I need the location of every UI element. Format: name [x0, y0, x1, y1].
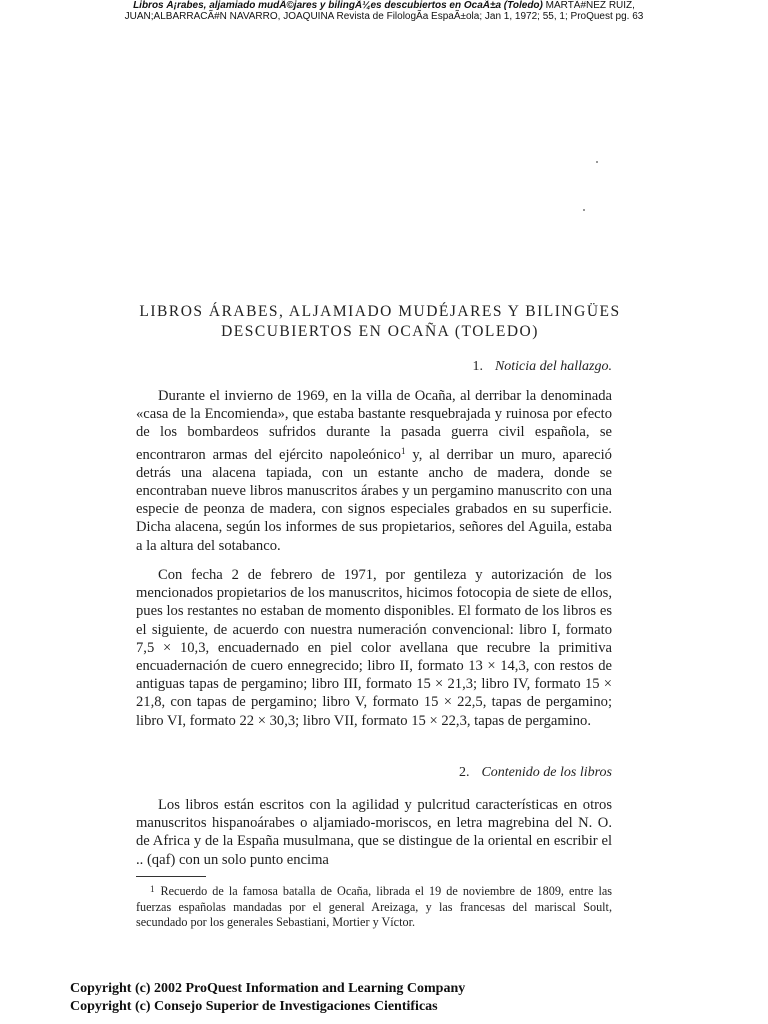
section-number: 1.: [472, 359, 483, 374]
paragraph-2: Con fecha 2 de febrero de 1971, por gentileza y autorización de los mencionados propietarios de los manuscritos, hicimos fotocopia de siete de ellos, pues los restantes no estaban de momento disponibles. El formato de los libros es el siguiente, de acuerdo con nuestra numeración convencional: libro I, formato 7,5 × 10,3, encuadernado en piel color avellana que recubre la primitiva encuadernación de cuero ennegrecido; libro II, formato 13 × 14,3, con restos de antiguas tapas de pergamino; libro III, formato 15 × 21,3; libro IV, formato 15 × 21,8, con tapas de pergamino; libro V, formato 15 × 22,5, tapas de pergamino; libro VI, formato 22 × 30,3; libro VII, formato 15 × 22,3, tapas de pergamino.: [136, 567, 612, 729]
copyright-line-2: Copyright (c) Consejo Superior de Investigaciones Cientificas: [70, 999, 438, 1014]
paragraph-3: Los libros están escritos con la agilidad y pulcritud características en otros manuscritos hispanoárabes o aljamiado-moriscos, en letra magrebina del N. O. de Africa y de la España musulmana, que se distingue de la oriental en escribir el .. (qaf) con un solo punto encima: [136, 797, 612, 868]
paragraph-1: [136, 387, 612, 555]
citation-line-2: JUAN;ALBARRACÃ#N NAVARRO, JOAQUINA Revista de FilologÃa EspaÃ±ola; Jan 1, 1972; 55, 1; ProQuest pg. 63: [124, 11, 644, 22]
section-heading-1: [472, 359, 612, 375]
article-title: [130, 302, 630, 342]
article-title-line-1: LIBROS ÁRABES, ALJAMIADO MUDÉJARES Y BILINGÜES: [139, 303, 621, 320]
scan-speck: [583, 209, 585, 211]
citation-line-1: [40, 0, 728, 11]
footnote-text: Recuerdo de la famosa batalla de Ocaña, librada el 19 de noviembre de 1809, entre las fuerzas españolas mandadas por el general Areizaga, y las francesas del mariscal Soult, secundado por los generales Sebastiani, Mortier y Víctor.: [136, 884, 612, 929]
section-heading-2: [459, 765, 612, 781]
citation-header: [40, 0, 728, 22]
copyright-block: [70, 980, 465, 1016]
paragraph-text: y, al derribar un muro, apareció detrás una alacena tapiada, con un estante ancho de madera, donde se encontraban nueve libros manuscritos árabes y un pergamino manuscrito con una especie de peonza de madera, con signos especiales grabados en su superficie. Dicha alacena, según los informes de sus propietarios, señores del Aguila, estaba a la altura del sotabanco.: [136, 446, 612, 554]
article-title-line-2: DESCUBIERTOS EN OCAÑA (TOLEDO): [221, 323, 539, 340]
scan-speck: [596, 161, 598, 163]
section-number: 2.: [458, 765, 470, 780]
footnote: [136, 882, 612, 931]
section-title: Contenido de los libros: [481, 765, 612, 780]
footnote-divider: [136, 876, 206, 877]
copyright-line-1: Copyright (c) 2002 ProQuest Information and Learning Company: [70, 981, 466, 996]
citation-title: Libros Á¡rabes, aljamiado mudÃ©jares y bilingÃ¼es descubiertos en OcaÃ±a (Toledo): [133, 0, 543, 11]
citation-authors: MARTÃ#NEZ RUIZ,: [542, 0, 635, 11]
section-title: Noticia del hallazgo.: [494, 359, 612, 374]
paragraph-text: Durante el invierno de 1969, en la villa de Ocaña, al derribar la denominada «casa de la Encomienda», que estaba bastante resquebrajada y ruinosa por efecto de los bombardeos sufridos durante la pasada guerra civil española, se encontraron armas del ejército napoleónico: [136, 388, 612, 463]
footnote-mark: 1: [150, 884, 155, 894]
footnote-reference[interactable]: 1: [400, 445, 406, 456]
